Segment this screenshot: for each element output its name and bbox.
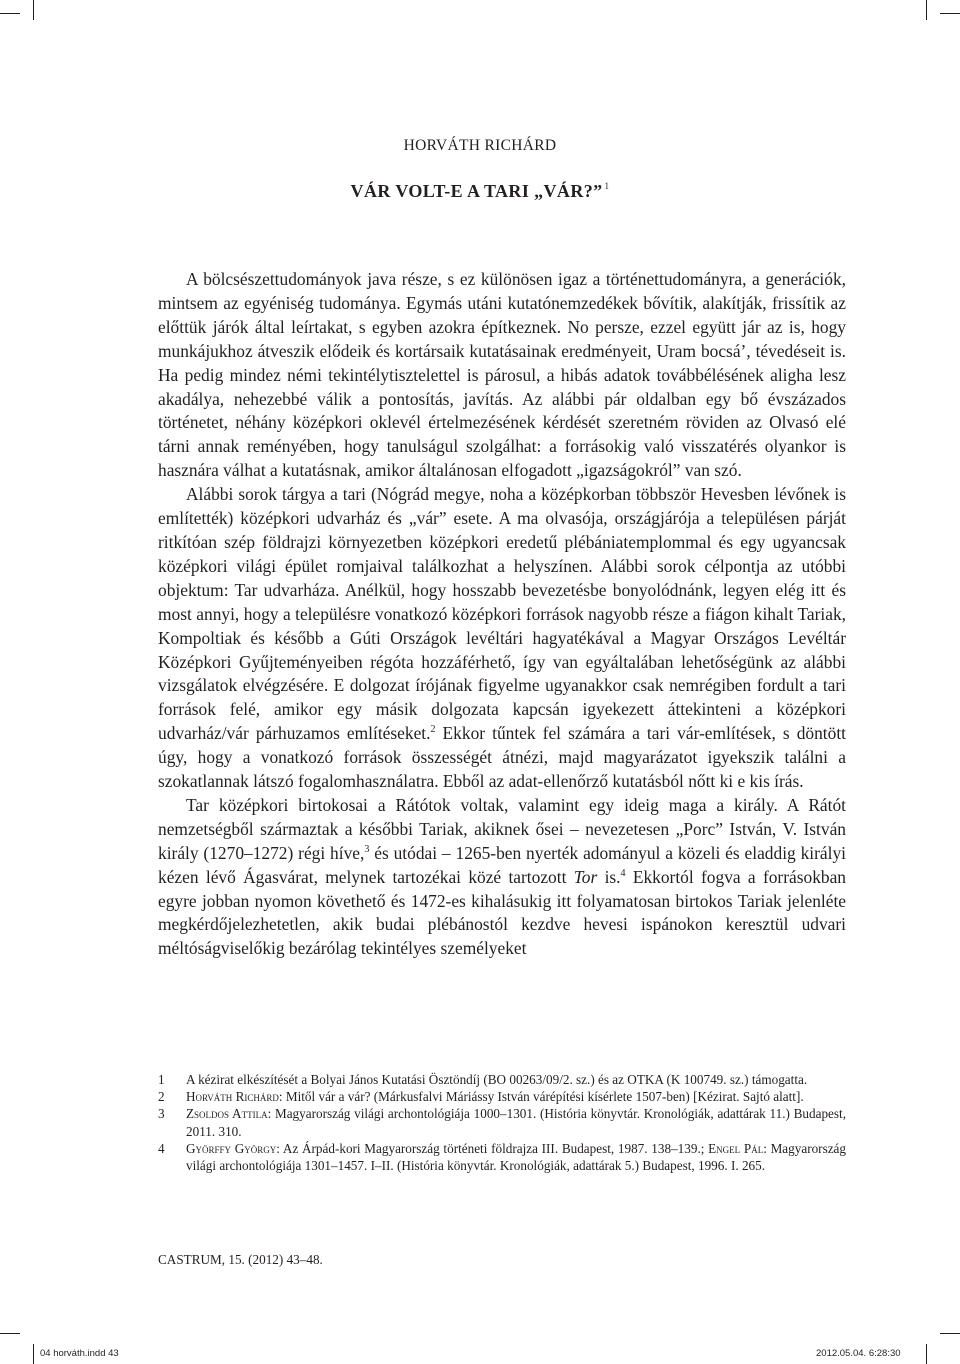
footnote-ref: 2 [430, 724, 436, 736]
footnote: 3 Zsoldos Attila: Magyarország világi archontológiája 1000–1301. (História könyvtár. Kronológiák, adattárak 11.) Budapest, 2011. 310. [158, 1106, 846, 1139]
footnote: 1 A kézirat elkészítését a Bolyai János Kutatási Ösztöndíj (BO 00263/09/2. sz.) és az OTKA (K 100749. sz.) támogatta. [158, 1072, 808, 1087]
crop-mark [33, 1344, 34, 1364]
footnote-number: 2 [158, 1089, 165, 1105]
title-text: VÁR VOLT-E A TARI „VÁR?” [350, 181, 603, 201]
footnote-number: 3 [158, 1106, 165, 1122]
crop-mark [940, 1333, 960, 1334]
crop-mark [926, 1344, 927, 1364]
crop-mark [0, 13, 20, 14]
crop-mark [33, 0, 34, 20]
cited-author: Engel Pál [708, 1140, 764, 1156]
journal-citation: CASTRUM, 15. (2012) 43–48. [158, 1252, 323, 1267]
print-slug-date: 2012.05.04. 6:28:30 [816, 1348, 901, 1359]
crop-mark [940, 13, 960, 14]
footnote-ref: 3 [364, 843, 370, 855]
article-body [158, 268, 846, 961]
crop-mark [926, 0, 927, 20]
paragraph: Alábbi sorok tárgya a tari (Nógrád megye, noha a középkorban többször Hevesben lévőnek is említették) középkori udvarház és „vár” esete. A ma olvasója, országjárója a településen párját ritkítóan szép földrajzi környezetben középkori eredetű plébániatemplommal és egy ugyancsak középkori világi épület romjaival találkozhat a helyszínen. Alábbi sorok célpontja az utóbbi objektum: Tar udvarháza. Anélkül, hogy hosszabb bevezetésbe bonyolódnánk, legyen elég itt és most annyi, hogy a településre vonatkozó középkori források nagyobb része a fiágon kihalt Tariak, Kompoltiak és később a Gúti Országok levéltári hagyatékával a Magyar Országos Levéltár Középkori Gyűjteményeiben régóta hozzáférhető, így van egyáltalában lehetőségünk az alábbi vizsgálatok elvégzésére. E dolgozat írójának figyelme ugyanakkor csak nemrégiben fordult a tari források felé, amikor egy másik dolgozata kapcsán igyekezett áttekinteni a középkori udvarház/vár párhuzamos említéseket.$^2$ Ekkor tűntek fel számára a tari vár-említések, s döntött úgy, hogy a vonatkozó források összességét átnézi, majd magyarázatot igyekszik találni a szokatlannak látszó fogalomhasználatra. Ebből az adat-ellenőrző kutatásból nőtt ki e kis írás. [158, 484, 846, 792]
print-slug-file: 04 horváth.indd 43 [40, 1348, 119, 1359]
footnote-ref: 4 [620, 867, 626, 879]
footnote: 2 Horváth Richárd: Mitől vár a vár? (Márkusfalvi Máriássy István várépítési kísérlete 1507-ben) [Kézirat. Sajtó alatt]. [158, 1089, 804, 1105]
cited-author: Zsoldos Attila [186, 1106, 268, 1122]
footnotes [158, 1071, 846, 1174]
article-title [0, 181, 960, 202]
paragraph: A bölcsészettudományok java része, s ez különösen igaz a történettudományra, a generációk, mintsem az egyéniség tudománya. Egymás utáni kutatónemzedékek bővítik, alakítják, frissítik az előttük járók által leírtakat, s egyben azokra építkeznek. No persze, ezzel együtt jár az is, hogy munkájukhoz átveszik elődeik és kortársaik kutatásainak eredményeit, Uram bocsá’, tévedéseit is. Ha pedig mindez némi tekintélytisztelettel is párosul, a hibás adatok továbbélésének aligha lesz akadálya, nehezebbé válik a pontosítás, javítás. Az alábbi pár oldalban egy bő évszázados történetet, néhány középkori oklevél értelmezésének kérdését szeretném röviden az Olvasó elé tárni annak reményében, hogy tanulságul szolgálhat: a forrásokig való visszatérés olyankor is hasznára válhat a kutatásnak, amikor általánosan elfogadott „igazságokról” van szó. [158, 269, 846, 481]
crop-mark [0, 1333, 20, 1334]
cited-author: Horváth Richárd [186, 1089, 279, 1105]
paragraph: Tar középkori birtokosai a Rátótok voltak, valamint egy ideig maga a király. A Rátót nemzetségből származtak a későbbi Tariak, akiknek ősei – nevezetesen „Porc” István, V. István király (1270–1272) régi híve,$^3$ és utódai – 1265-ben nyerték adományul a közeli és eladdig királyi kézen lévő Ágasvárat, melynek tartozékai közé tartozott Tor is.$^4$ Ekkortól fogva a forrásokban egyre jobban nyomon követhető és 1472-es kihalásukig itt folyamatosan birtokos Tariak jelenléte megkérdőjelezhetetlen, akik budai plébánostól kezdve hevesi ispánokon keresztül udvari méltóságviselőkig bezárólag tekintélyes személyeket [158, 794, 846, 959]
cited-author: Györffy György [186, 1140, 277, 1156]
footnote-number: 4 [158, 1140, 165, 1156]
footnote-ref: 1 [604, 181, 610, 191]
article-author: HORVÁTH RICHÁRD [403, 137, 557, 154]
footnote-number: 1 [158, 1072, 165, 1087]
footnote: 4 Györffy György: Az Árpád-kori Magyarország történeti földrajza III. Budapest, 1987. 138–139.; Engel Pál: Magyarország világi archontológiája 1301–1457. I–II. (História könyvtár. Kronológiák, adattárak 5.) Budapest, 1996. I. 265. [158, 1140, 847, 1174]
